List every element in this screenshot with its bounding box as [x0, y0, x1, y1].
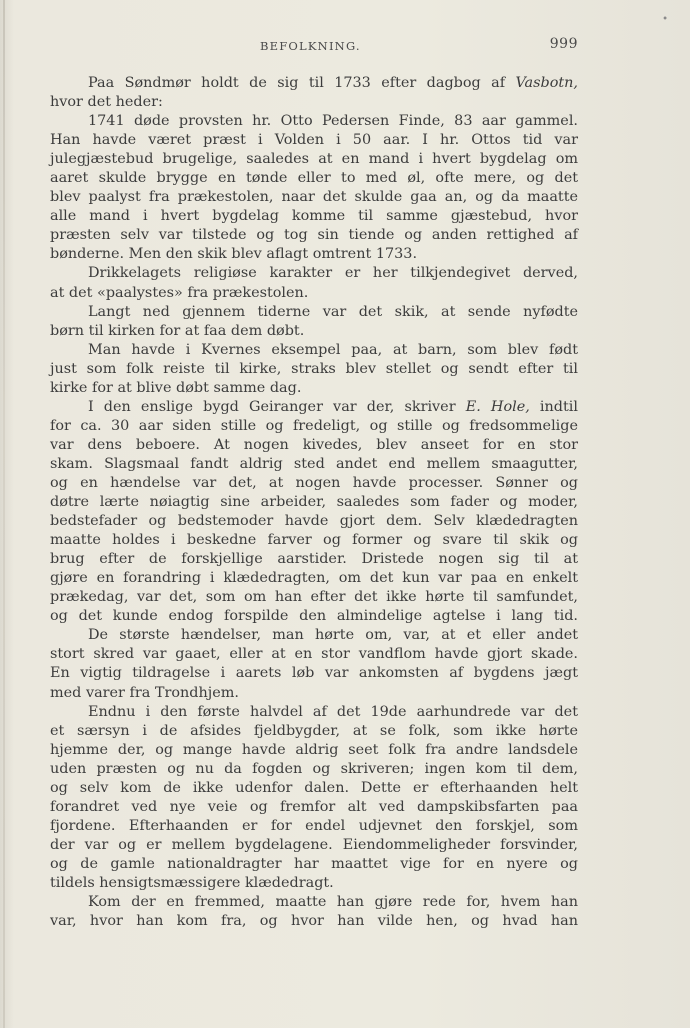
text-line-content: just som folk reiste til kirke, straks blev stellet og sendt efter til: [50, 360, 578, 377]
text-line: [50, 322, 578, 341]
text-line: [50, 455, 578, 474]
text-line: [50, 264, 578, 283]
text-line-content: I den enslige bygd Geiranger var der, skriver: [88, 398, 466, 415]
text-line: [50, 207, 578, 226]
text-line-content: var, hvor han kom fra, og hvor han vilde hen, og hvad han: [50, 913, 578, 930]
text-line-content: at det «paalystes» fra prækestolen.: [50, 284, 309, 301]
page-number: 999: [549, 36, 578, 52]
text-line-content: børn til kirken for at faa dem døbt.: [50, 322, 305, 339]
text-line: [50, 912, 578, 931]
text-line-content: maatte holdes i beskedne farver og former og svare til skik og: [50, 532, 578, 549]
text-line: [50, 550, 578, 569]
page-edge-shadow: [3, 0, 5, 1028]
text-line: [50, 284, 578, 303]
text-line-content: kirke for at blive døbt samme dag.: [50, 379, 302, 396]
text-line: [50, 493, 578, 512]
text-line-content: Drikkelagets religiøse karakter er her tilkjendegivet derved,: [88, 265, 578, 282]
text-line: [50, 588, 578, 607]
text-line: [50, 664, 578, 683]
text-line-content: Paa Søndmør holdt de sig til 1733 efter dagbog af: [88, 75, 516, 91]
text-line-content: og det kunde endog forspilde den almindelige agtelse i lang tid.: [50, 608, 578, 625]
text-line: [50, 245, 578, 264]
text-line: [50, 112, 578, 131]
text-line-content: tildels hensigtsmæssigere klædedragt.: [50, 874, 334, 891]
text-line: [50, 303, 578, 322]
text-line-content: Han havde været præst i Volden i 50 aar. I hr. Ottos tid var: [50, 132, 578, 149]
text-line-content: aaret skulde brygge en tønde eller to med øl, ofte mere, og det: [50, 170, 578, 187]
text-line-content: hvor det heder:: [50, 94, 163, 111]
text-line-content: og en hændelse var det, at nogen havde processer. Sønner og: [50, 474, 578, 491]
text-line: [50, 131, 578, 150]
text-line: [50, 474, 578, 493]
text-line: [50, 855, 578, 874]
text-line: [50, 874, 578, 893]
text-line: [50, 741, 578, 760]
text-line-content: brug efter de forskjellige aarstider. Dristede nogen sig til at: [50, 551, 578, 568]
text-line-tail: indtil: [529, 398, 578, 415]
text-line: [50, 436, 578, 455]
text-line: [50, 417, 578, 436]
text-line: [50, 188, 578, 207]
text-line: [50, 398, 578, 417]
text-line-content: Endnu i den første halvdel af det 19de aarhundrede var det: [88, 703, 578, 720]
text-line: [50, 74, 578, 93]
text-line-content: og de gamle nationaldragter har maattet vige for en nyere og: [50, 855, 578, 872]
text-line-content: et særsyn i de afsides fjeldbygder, at se folk, som ikke hørte: [50, 722, 578, 739]
text-line-content: var dens beboere. At nogen kivedes, blev anseet for en stor: [50, 436, 578, 453]
text-line: [50, 779, 578, 798]
text-line-content: stort skred var gaaet, eller at en stor vandflom havde gjort skade.: [50, 646, 578, 663]
text-line-content: julegjæstebud brugelige, saaledes at en mand i hvert bygdelag om: [50, 151, 578, 168]
italic-name: Vasbotn,: [515, 75, 578, 91]
italic-name: E. Hole,: [465, 398, 530, 415]
text-line-content: døtre lærte nøiagtig sine arbeider, saaledes som fader og moder,: [50, 494, 578, 511]
text-line: [50, 93, 578, 112]
text-line-content: gjøre en forandring i klædedragten, om det kun var paa en enkelt: [50, 570, 578, 587]
running-head: BEFOLKNING.: [260, 39, 361, 53]
text-line: [50, 341, 578, 360]
text-line-content: bønderne. Men den skik blev aflagt omtrent 1733.: [50, 246, 418, 263]
text-line-content: Langt ned gjennem tiderne var det skik, at sende nyfødte: [88, 303, 578, 320]
text-line: [50, 645, 578, 664]
body-text: [50, 74, 578, 931]
text-line: [50, 817, 578, 836]
text-line: [50, 893, 578, 912]
text-line: [50, 531, 578, 550]
text-line: [50, 169, 578, 188]
text-line-content: der var og er mellem bygdelagene. Eiendommeligheder forsvinder,: [50, 836, 578, 853]
text-line-content: 1741 døde provsten hr. Otto Pedersen Finde, 83 aar gammel.: [88, 113, 578, 130]
text-line: [50, 360, 578, 379]
text-line-content: og selv kom de ikke udenfor dalen. Dette er efterhaanden helt: [50, 779, 578, 796]
text-line-content: bedstefader og bedstemoder havde gjort dem. Selv klædedragten: [50, 513, 578, 530]
text-line-content: alle mand i hvert bygdelag komme til samme gjæstebud, hvor: [50, 208, 578, 225]
text-line-content: præsten selv var tilstede og tog sin tiende og anden rettighed af: [50, 227, 578, 244]
text-line-content: fjordene. Efterhaanden er for endel udjevnet den forskjel, som: [50, 817, 578, 834]
text-line: [50, 760, 578, 779]
text-line-content: Kom der en fremmed, maatte han gjøre rede for, hvem han: [88, 894, 578, 911]
text-line-content: Man havde i Kvernes eksempel paa, at barn, som blev født: [88, 341, 578, 358]
page-header: [50, 36, 578, 56]
text-line: [50, 626, 578, 645]
corner-mark: •: [662, 14, 668, 25]
text-line: [50, 226, 578, 245]
text-line-content: for ca. 30 aar siden stille og fredeligt, og stille og fredsommelige: [50, 417, 578, 434]
text-line: [50, 569, 578, 588]
text-line-content: skam. Slagsmaal fandt aldrig sted andet end mellem smaagutter,: [50, 455, 578, 472]
text-line-content: blev paalyst fra prækestolen, naar det skulde gaa an, og da maatte: [50, 189, 578, 206]
text-line: [50, 703, 578, 722]
text-line-content: En vigtig tildragelse i aarets løb var ankomsten af bygdens jægt: [50, 665, 578, 682]
text-line: [50, 379, 578, 398]
text-line: [50, 512, 578, 531]
text-line: [50, 607, 578, 626]
text-line: [50, 150, 578, 169]
text-line: [50, 684, 578, 703]
text-line-content: uden præsten og nu da fogden og skriveren; ingen kom til dem,: [50, 760, 578, 777]
text-line: [50, 836, 578, 855]
text-line: [50, 798, 578, 817]
text-line-content: hjemme der, og mange havde aldrig seet folk fra andre landsdele: [50, 741, 578, 758]
text-line: [50, 722, 578, 741]
text-line-content: med varer fra Trondhjem.: [50, 684, 239, 701]
text-line-content: prækedag, var det, som om han efter det ikke hørte til samfundet,: [50, 589, 578, 606]
text-line-content: De største hændelser, man hørte om, var, at et eller andet: [88, 627, 578, 644]
text-line-content: forandret ved nye veie og fremfor alt ved dampskibsfarten paa: [50, 798, 578, 815]
